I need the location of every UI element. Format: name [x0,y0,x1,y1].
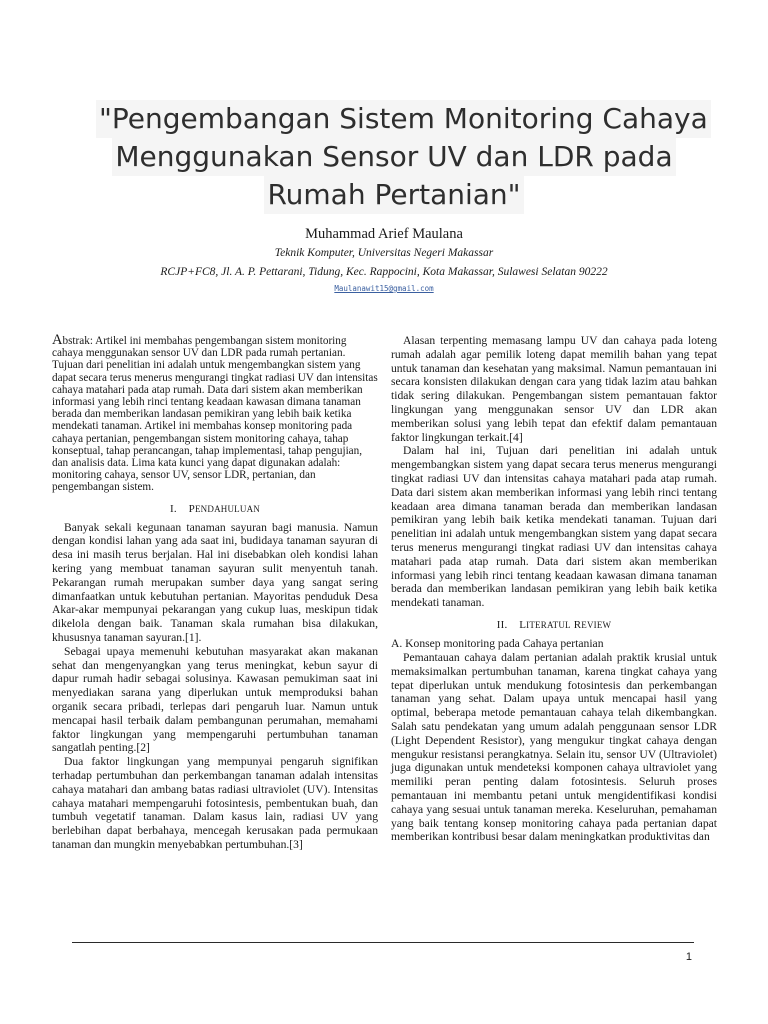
email-link[interactable]: Maulanawit15@gmail.com [334,284,434,293]
title-line-2: Menggunakan Sensor UV dan LDR pada [112,138,675,176]
heading-rest: EVIEW [581,619,612,630]
heading-initial: R [573,618,582,631]
left-column [52,334,378,852]
author-name: Muhammad Arief Maulana [305,226,463,242]
abstract-dropcap: A [52,332,63,348]
section-heading-literatul-review [391,619,717,631]
paper-title [96,100,708,214]
title-line-1: "Pengembangan Sistem Monitoring Cahaya [96,100,711,138]
subsection-heading: A. Konsep monitoring pada Cahaya pertanian [391,636,604,650]
section-heading-pendahuluan [52,503,378,515]
abstract [52,334,378,494]
abstract-text: bstrak: Artikel ini membahas pengembangan sistem monitoring cahaya menggunakan sensor UV dan LDR pada rumah pertanian. Tujuan dari penelitian ini adalah untuk mengembangkan sistem yang dapat secara terus menerus mengurangi tingkat radiasi UV dan intensitas cahaya matahari pada atap rumah. Data dari sistem akan memberikan informasi yang lebih rinci tentang keadaan kawasan dimana tanaman berada dan memberikan landasan pemikiran yang lebih baik ketika mendekati tanaman. Artikel ini membahas konsep monitoring pada cahaya pertanian, pengembangan sistem monitoring cahaya, tahap konseptual, tahap perancangan, tahap implementasi, tahap pengujian, dan analisis data. Lima kata kunci yang dapat digunakan adalah: monitoring cahaya, sensor UV, sensor LDR, pertanian, dan pengembangan sistem. [52,335,378,494]
heading-initial: P [188,502,195,515]
paragraph: Dalam hal ini, Tujuan dari penelitian ini adalah untuk mengembangkan sistem yang dapat secara terus menerus mengurangi tingkat radiasi UV dan intensitas cahaya matahari pada atap rumah. Data dari sistem akan memberikan informasi yang lebih rinci tentang keadaan area dimana tanaman berada dan memberikan landasan pemikiran yang lebih baik ketika mendekati tanaman. Tujuan dari penelitian ini adalah untuk mengembangkan sistem yang dapat secara terus menerus mengurangi tingkat radiasi UV dan intensitas cahaya matahari pada atap rumah. Data dari sistem akan memberikan informasi yang lebih rinci tentang keadaan kawasan dimana tanaman berada dan memberikan landasan pemikiran yang lebih baik ketika mendekati tanaman. [391,444,717,610]
right-column [391,334,717,844]
heading-rest: ITERATUL [526,619,571,630]
paragraph: Alasan terpenting memasang lampu UV dan cahaya pada loteng rumah adalah agar pemilik loteng dapat memilih bahan yang tepat untuk tanaman dan kesehatan yang maksimal. Namun pemantauan ini secara konsisten dilakukan dengan cara yang tidak lazim atau bahkan tidak sering dilakukan. Pengembangan sistem pemantauan faktor lingkungan yang menggunakan sensor UV dan LDR akan memberikan solusi yang lebih tepat dan efektif dalam pemantauan faktor lingkungan terkait.[4] [391,334,717,444]
footer-divider [72,942,694,943]
heading-initial: L [519,618,527,631]
section-number: I. [170,502,177,515]
section-number: II. [496,618,508,631]
paragraph: Pemantauan cahaya dalam pertanian adalah praktik krusial untuk memaksimalkan pertumbuhan tanaman, karena tingkat cahaya yang tepat diperlukan untuk mendukung fotosintesis dan perkembangan tanaman yang sehat. Dalam upaya untuk mencapai hasil yang optimal, beberapa metode pemantauan cahaya telah dikembangkan. Salah satu pendekatan yang umum adalah penggunaan sensor LDR (Light Dependent Resistor), yang mengukur tingkat cahaya dengan mengukur resistansi perangkatnya. Selain itu, sensor UV (Ultraviolet) juga digunakan untuk mendeteksi komponen cahaya ultraviolet yang memiliki peran penting dalam fotosintesis. Seluruh proses pemantauan ini membantu petani untuk mengidentifikasi kondisi cahaya yang sesuai untuk tanaman mereka. Keseluruhan, pemahaman yang baik tentang konsep monitoring cahaya pada pertanian dapat memberikan kontribusi besar dalam meningkatkan produktivitas dan [391,650,717,844]
paragraph: Banyak sekali kegunaan tanaman sayuran bagi manusia. Namun dengan kondisi lahan yang ada saat ini, budidaya tanaman sayuran di desa ini masih terus berjalan. Hal ini disebabkan oleh kondisi lahan kering yang membuat tanaman sayuran sulit menyentuh tanah. Pekarangan rumah merupakan sumber daya yang sangat sering dimanfaatkan untuk kebutuhan pertanian. Mayoritas penduduk Desa Akar-akar mempunyai pekarangan yang cukup luas, meskipun tidak dikelola dengan baik. Tanaman skala rumahan bisa dilakukan, khususnya tanaman sayuran.[1]. [52,520,378,645]
address: RCJP+FC8, Jl. A. P. Pettarani, Tidung, Kec. Rappocini, Kota Makassar, Sulawesi Selatan 90222 [160,266,608,278]
title-line-3: Rumah Pertanian" [264,176,523,214]
affiliation: Teknik Komputer, Universitas Negeri Makassar [274,247,494,259]
heading-rest: ENDAHULUAN [194,503,260,514]
page-number: 1 [685,951,692,963]
paragraph: Dua faktor lingkungan yang mempunyai pengaruh signifikan terhadap pertumbuhan dan perkembangan tanaman adalah intensitas cahaya matahari dan ambang batas radiasi ultraviolet (UV). Intensitas cahaya matahari mempengaruhi fotosintesis, pembentukan buah, dan tumbuh vegetatif tanaman. Dalam kasus lain, radiasi UV yang berlebihan dapat berbahaya, mencegah kerusakan pada permukaan tanaman dan mungkin menyebabkan pertumbuhan.[3] [52,755,378,851]
paragraph: Sebagai upaya memenuhi kebutuhan masyarakat akan makanan sehat dan mengenyangkan yang terus meningkat, kebun sayur di dapur rumah hadir sebagai solusinya. Kawasan pemukiman saat ini menyediakan sarana yang diperlukan untuk memproduksi bahan organik secara pribadi, terlepas dari pengaruh luar. Namun untuk mencapai hasil terbaik dalam pembangunan perumahan, memahami faktor lingkungan yang mempengaruhi pertumbuhan tanaman sangatlah penting.[2] [52,644,378,755]
